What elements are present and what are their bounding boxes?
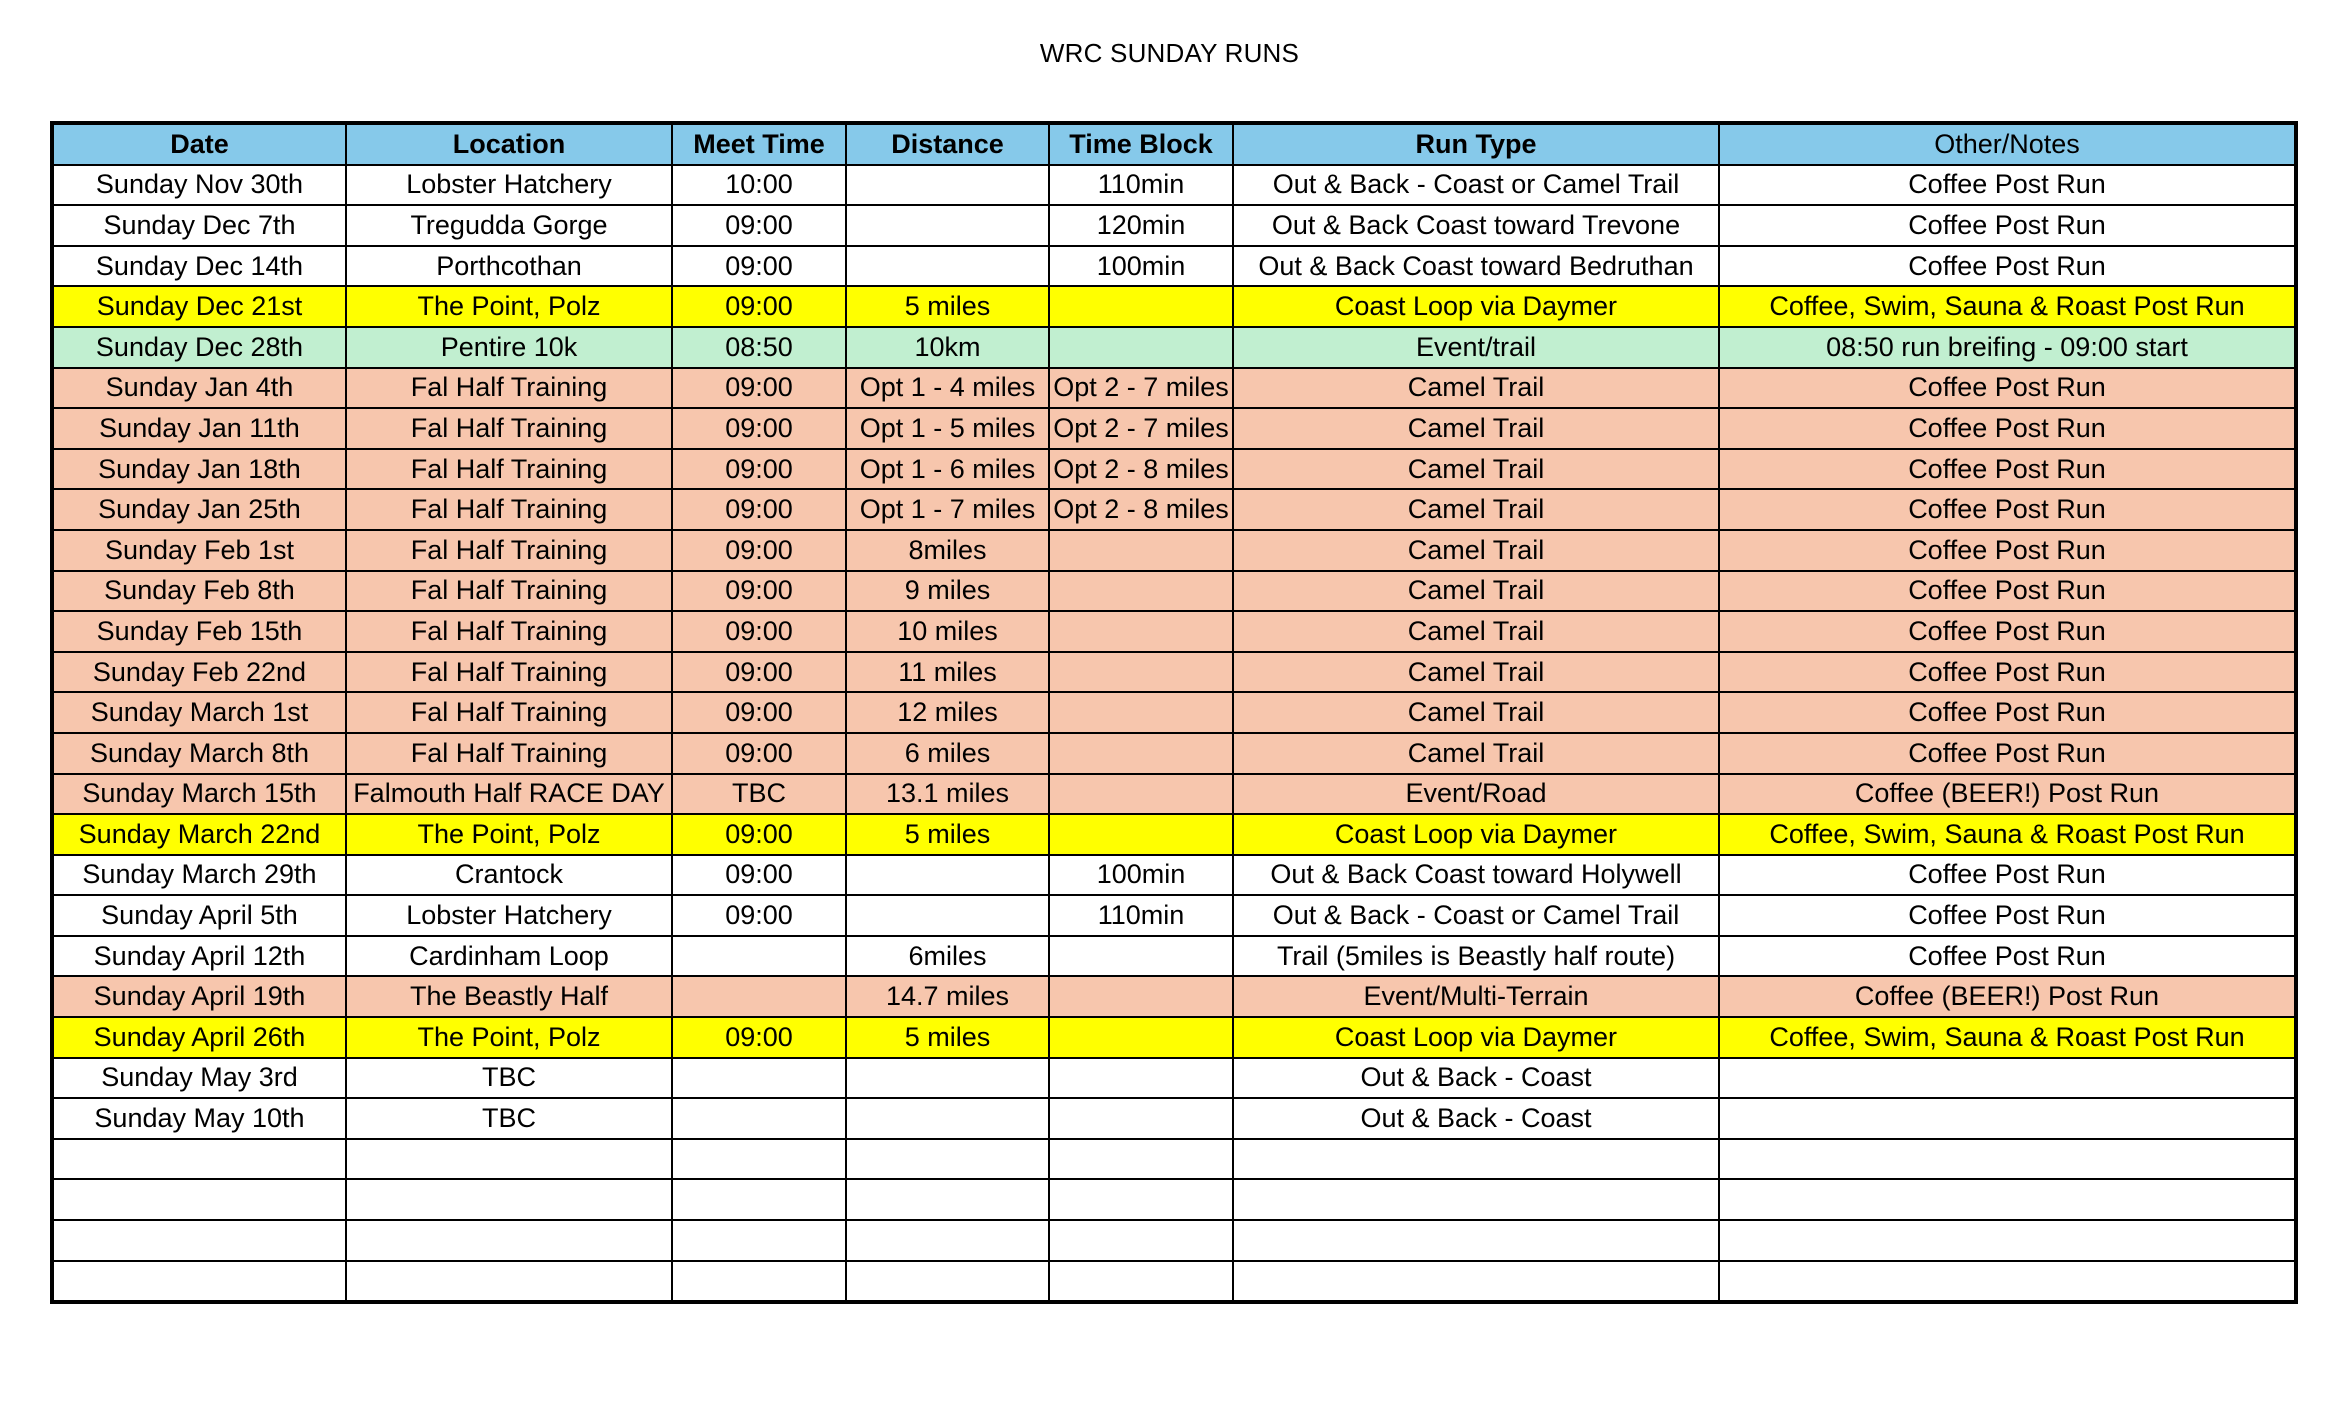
table-row	[52, 774, 2296, 815]
table-row	[52, 246, 2296, 287]
time-block-cell: Opt 2 - 7 miles	[1049, 408, 1233, 449]
meet-time-cell: 09:00	[672, 408, 846, 449]
date-cell: Sunday March 15th	[52, 774, 346, 815]
date-cell: Sunday April 12th	[52, 936, 346, 977]
time-block-cell	[1049, 611, 1233, 652]
table-row	[52, 1179, 2296, 1220]
date-cell: Sunday March 1st	[52, 692, 346, 733]
date-cell: Sunday April 26th	[52, 1017, 346, 1058]
run-type-cell	[1233, 1139, 1719, 1180]
meet-time-cell: 09:00	[672, 489, 846, 530]
time-block-cell	[1049, 774, 1233, 815]
run-type-cell: Camel Trail	[1233, 449, 1719, 490]
date-cell: Sunday Dec 7th	[52, 205, 346, 246]
time-block-cell: 110min	[1049, 165, 1233, 206]
distance-cell: 9 miles	[846, 571, 1049, 612]
column-header-time-block: Time Block	[1049, 123, 1233, 165]
meet-time-cell: 09:00	[672, 530, 846, 571]
notes-cell: Coffee, Swim, Sauna & Roast Post Run	[1719, 1017, 2296, 1058]
meet-time-cell	[672, 976, 846, 1017]
distance-cell	[846, 1058, 1049, 1099]
meet-time-cell: 09:00	[672, 855, 846, 896]
time-block-cell	[1049, 1139, 1233, 1180]
notes-cell: Coffee Post Run	[1719, 368, 2296, 409]
notes-cell: Coffee, Swim, Sauna & Roast Post Run	[1719, 286, 2296, 327]
distance-cell: 5 miles	[846, 814, 1049, 855]
notes-cell	[1719, 1139, 2296, 1180]
time-block-cell	[1049, 976, 1233, 1017]
distance-cell	[846, 1179, 1049, 1220]
distance-cell: Opt 1 - 5 miles	[846, 408, 1049, 449]
table-row	[52, 733, 2296, 774]
location-cell	[346, 1179, 672, 1220]
distance-cell	[846, 855, 1049, 896]
date-cell: Sunday Dec 21st	[52, 286, 346, 327]
distance-cell: 6 miles	[846, 733, 1049, 774]
location-cell: Lobster Hatchery	[346, 895, 672, 936]
location-cell	[346, 1220, 672, 1261]
location-cell: Falmouth Half RACE DAY	[346, 774, 672, 815]
table-row	[52, 489, 2296, 530]
distance-cell	[846, 165, 1049, 206]
notes-cell: Coffee Post Run	[1719, 611, 2296, 652]
table-row	[52, 327, 2296, 368]
time-block-cell: Opt 2 - 7 miles	[1049, 368, 1233, 409]
location-cell: The Beastly Half	[346, 976, 672, 1017]
notes-cell: Coffee Post Run	[1719, 489, 2296, 530]
date-cell: Sunday Feb 8th	[52, 571, 346, 612]
notes-cell: Coffee Post Run	[1719, 733, 2296, 774]
date-cell: Sunday Nov 30th	[52, 165, 346, 206]
meet-time-cell: 09:00	[672, 571, 846, 612]
date-cell: Sunday Feb 22nd	[52, 652, 346, 693]
distance-cell: 12 miles	[846, 692, 1049, 733]
notes-cell: Coffee Post Run	[1719, 855, 2296, 896]
location-cell: Lobster Hatchery	[346, 165, 672, 206]
run-type-cell: Coast Loop via Daymer	[1233, 1017, 1719, 1058]
column-header-location: Location	[346, 123, 672, 165]
location-cell: Fal Half Training	[346, 489, 672, 530]
notes-cell: Coffee Post Run	[1719, 692, 2296, 733]
meet-time-cell	[672, 936, 846, 977]
location-cell: The Point, Polz	[346, 1017, 672, 1058]
time-block-cell: 110min	[1049, 895, 1233, 936]
run-type-cell	[1233, 1220, 1719, 1261]
meet-time-cell	[672, 1139, 846, 1180]
run-type-cell: Trail (5miles is Beastly half route)	[1233, 936, 1719, 977]
distance-cell	[846, 1098, 1049, 1139]
table-row	[52, 611, 2296, 652]
notes-cell: Coffee Post Run	[1719, 449, 2296, 490]
table-row	[52, 205, 2296, 246]
date-cell: Sunday Jan 25th	[52, 489, 346, 530]
column-header-run-type: Run Type	[1233, 123, 1719, 165]
run-type-cell: Coast Loop via Daymer	[1233, 814, 1719, 855]
time-block-cell	[1049, 733, 1233, 774]
table-row	[52, 1098, 2296, 1139]
location-cell: Fal Half Training	[346, 530, 672, 571]
distance-cell: 11 miles	[846, 652, 1049, 693]
time-block-cell: 120min	[1049, 205, 1233, 246]
date-cell: Sunday Feb 1st	[52, 530, 346, 571]
run-type-cell: Camel Trail	[1233, 530, 1719, 571]
table-row	[52, 571, 2296, 612]
notes-cell: Coffee Post Run	[1719, 652, 2296, 693]
table-row	[52, 449, 2296, 490]
run-type-cell: Camel Trail	[1233, 652, 1719, 693]
meet-time-cell: 09:00	[672, 286, 846, 327]
date-cell	[52, 1220, 346, 1261]
time-block-cell	[1049, 1261, 1233, 1303]
meet-time-cell: 09:00	[672, 611, 846, 652]
date-cell: Sunday March 22nd	[52, 814, 346, 855]
date-cell: Sunday April 5th	[52, 895, 346, 936]
time-block-cell	[1049, 1058, 1233, 1099]
table-body	[52, 165, 2296, 1303]
location-cell: Tregudda Gorge	[346, 205, 672, 246]
column-header-meet-time: Meet Time	[672, 123, 846, 165]
time-block-cell	[1049, 1179, 1233, 1220]
distance-cell: Opt 1 - 6 miles	[846, 449, 1049, 490]
notes-cell	[1719, 1261, 2296, 1303]
meet-time-cell: 08:50	[672, 327, 846, 368]
date-cell: Sunday May 10th	[52, 1098, 346, 1139]
location-cell: Fal Half Training	[346, 652, 672, 693]
location-cell	[346, 1261, 672, 1303]
column-header-notes: Other/Notes	[1719, 123, 2296, 165]
table-row	[52, 530, 2296, 571]
location-cell: Fal Half Training	[346, 449, 672, 490]
table-row	[52, 286, 2296, 327]
notes-cell	[1719, 1179, 2296, 1220]
date-cell: Sunday May 3rd	[52, 1058, 346, 1099]
notes-cell: Coffee Post Run	[1719, 571, 2296, 612]
table-row	[52, 1058, 2296, 1099]
run-type-cell: Coast Loop via Daymer	[1233, 286, 1719, 327]
date-cell	[52, 1261, 346, 1303]
notes-cell: Coffee Post Run	[1719, 408, 2296, 449]
distance-cell: 6miles	[846, 936, 1049, 977]
meet-time-cell: 09:00	[672, 814, 846, 855]
location-cell: Pentire 10k	[346, 327, 672, 368]
distance-cell: 13.1 miles	[846, 774, 1049, 815]
meet-time-cell: 09:00	[672, 246, 846, 287]
time-block-cell: Opt 2 - 8 miles	[1049, 489, 1233, 530]
notes-cell	[1719, 1098, 2296, 1139]
distance-cell	[846, 246, 1049, 287]
time-block-cell	[1049, 814, 1233, 855]
time-block-cell	[1049, 571, 1233, 612]
distance-cell: 10 miles	[846, 611, 1049, 652]
meet-time-cell: 09:00	[672, 652, 846, 693]
run-type-cell: Camel Trail	[1233, 611, 1719, 652]
notes-cell: Coffee Post Run	[1719, 165, 2296, 206]
meet-time-cell: 09:00	[672, 205, 846, 246]
meet-time-cell	[672, 1220, 846, 1261]
time-block-cell	[1049, 286, 1233, 327]
header-row	[52, 123, 2296, 165]
notes-cell: Coffee Post Run	[1719, 205, 2296, 246]
meet-time-cell: 09:00	[672, 733, 846, 774]
meet-time-cell: TBC	[672, 774, 846, 815]
date-cell: Sunday Jan 18th	[52, 449, 346, 490]
date-cell: Sunday Dec 28th	[52, 327, 346, 368]
date-cell: Sunday Dec 14th	[52, 246, 346, 287]
run-type-cell: Out & Back - Coast or Camel Trail	[1233, 895, 1719, 936]
location-cell: Fal Half Training	[346, 408, 672, 449]
location-cell: Fal Half Training	[346, 692, 672, 733]
distance-cell	[846, 205, 1049, 246]
run-type-cell: Out & Back Coast toward Holywell	[1233, 855, 1719, 896]
date-cell: Sunday Jan 11th	[52, 408, 346, 449]
distance-cell	[846, 1139, 1049, 1180]
meet-time-cell: 10:00	[672, 165, 846, 206]
run-type-cell: Event/trail	[1233, 327, 1719, 368]
date-cell: Sunday March 29th	[52, 855, 346, 896]
table-row	[52, 855, 2296, 896]
notes-cell: Coffee (BEER!) Post Run	[1719, 976, 2296, 1017]
distance-cell	[846, 1261, 1049, 1303]
table-row	[52, 1261, 2296, 1303]
runs-schedule-table	[50, 121, 2298, 1304]
table-row	[52, 976, 2296, 1017]
table-row	[52, 692, 2296, 733]
notes-cell: Coffee Post Run	[1719, 246, 2296, 287]
notes-cell: Coffee, Swim, Sauna & Roast Post Run	[1719, 814, 2296, 855]
table-row	[52, 368, 2296, 409]
location-cell	[346, 1139, 672, 1180]
distance-cell: 5 miles	[846, 286, 1049, 327]
run-type-cell: Out & Back Coast toward Bedruthan	[1233, 246, 1719, 287]
run-type-cell: Camel Trail	[1233, 571, 1719, 612]
notes-cell: Coffee (BEER!) Post Run	[1719, 774, 2296, 815]
date-cell	[52, 1179, 346, 1220]
distance-cell: 14.7 miles	[846, 976, 1049, 1017]
time-block-cell	[1049, 327, 1233, 368]
run-type-cell: Out & Back - Coast	[1233, 1058, 1719, 1099]
distance-cell	[846, 895, 1049, 936]
notes-cell	[1719, 1220, 2296, 1261]
run-type-cell: Out & Back - Coast	[1233, 1098, 1719, 1139]
location-cell: Crantock	[346, 855, 672, 896]
meet-time-cell: 09:00	[672, 368, 846, 409]
notes-cell	[1719, 1058, 2296, 1099]
table-row	[52, 652, 2296, 693]
location-cell: Fal Half Training	[346, 571, 672, 612]
notes-cell: Coffee Post Run	[1719, 530, 2296, 571]
notes-cell: Coffee Post Run	[1719, 895, 2296, 936]
run-type-cell: Camel Trail	[1233, 489, 1719, 530]
table-row	[52, 165, 2296, 206]
run-type-cell: Out & Back Coast toward Trevone	[1233, 205, 1719, 246]
table-row	[52, 1220, 2296, 1261]
meet-time-cell	[672, 1058, 846, 1099]
table-row	[52, 936, 2296, 977]
location-cell: Fal Half Training	[346, 733, 672, 774]
notes-cell: Coffee Post Run	[1719, 936, 2296, 977]
distance-cell: 5 miles	[846, 1017, 1049, 1058]
location-cell: TBC	[346, 1058, 672, 1099]
location-cell: Fal Half Training	[346, 368, 672, 409]
location-cell: Cardinham Loop	[346, 936, 672, 977]
table-row	[52, 895, 2296, 936]
run-type-cell	[1233, 1179, 1719, 1220]
meet-time-cell: 09:00	[672, 449, 846, 490]
run-type-cell: Camel Trail	[1233, 368, 1719, 409]
table-row	[52, 1017, 2296, 1058]
meet-time-cell	[672, 1261, 846, 1303]
run-type-cell: Camel Trail	[1233, 733, 1719, 774]
date-cell: Sunday Feb 15th	[52, 611, 346, 652]
time-block-cell: 100min	[1049, 855, 1233, 896]
page-title: WRC SUNDAY RUNS	[1039, 38, 1300, 68]
time-block-cell	[1049, 530, 1233, 571]
run-type-cell: Camel Trail	[1233, 692, 1719, 733]
distance-cell: 10km	[846, 327, 1049, 368]
time-block-cell	[1049, 692, 1233, 733]
location-cell: The Point, Polz	[346, 814, 672, 855]
time-block-cell: 100min	[1049, 246, 1233, 287]
date-cell: Sunday April 19th	[52, 976, 346, 1017]
notes-cell: 08:50 run breifing - 09:00 start	[1719, 327, 2296, 368]
location-cell: TBC	[346, 1098, 672, 1139]
meet-time-cell: 09:00	[672, 692, 846, 733]
time-block-cell	[1049, 1098, 1233, 1139]
time-block-cell	[1049, 1017, 1233, 1058]
date-cell: Sunday March 8th	[52, 733, 346, 774]
run-type-cell: Event/Road	[1233, 774, 1719, 815]
distance-cell: 8miles	[846, 530, 1049, 571]
column-header-date: Date	[52, 123, 346, 165]
run-type-cell: Event/Multi-Terrain	[1233, 976, 1719, 1017]
location-cell: Porthcothan	[346, 246, 672, 287]
meet-time-cell: 09:00	[672, 1017, 846, 1058]
meet-time-cell: 09:00	[672, 895, 846, 936]
meet-time-cell	[672, 1098, 846, 1139]
distance-cell: Opt 1 - 7 miles	[846, 489, 1049, 530]
date-cell: Sunday Jan 4th	[52, 368, 346, 409]
time-block-cell: Opt 2 - 8 miles	[1049, 449, 1233, 490]
table-row	[52, 814, 2296, 855]
time-block-cell	[1049, 652, 1233, 693]
date-cell	[52, 1139, 346, 1180]
time-block-cell	[1049, 1220, 1233, 1261]
time-block-cell	[1049, 936, 1233, 977]
run-type-cell: Camel Trail	[1233, 408, 1719, 449]
run-type-cell	[1233, 1261, 1719, 1303]
meet-time-cell	[672, 1179, 846, 1220]
run-type-cell: Out & Back - Coast or Camel Trail	[1233, 165, 1719, 206]
column-header-distance: Distance	[846, 123, 1049, 165]
table-row	[52, 408, 2296, 449]
table-row	[52, 1139, 2296, 1180]
distance-cell	[846, 1220, 1049, 1261]
location-cell: Fal Half Training	[346, 611, 672, 652]
distance-cell: Opt 1 - 4 miles	[846, 368, 1049, 409]
location-cell: The Point, Polz	[346, 286, 672, 327]
